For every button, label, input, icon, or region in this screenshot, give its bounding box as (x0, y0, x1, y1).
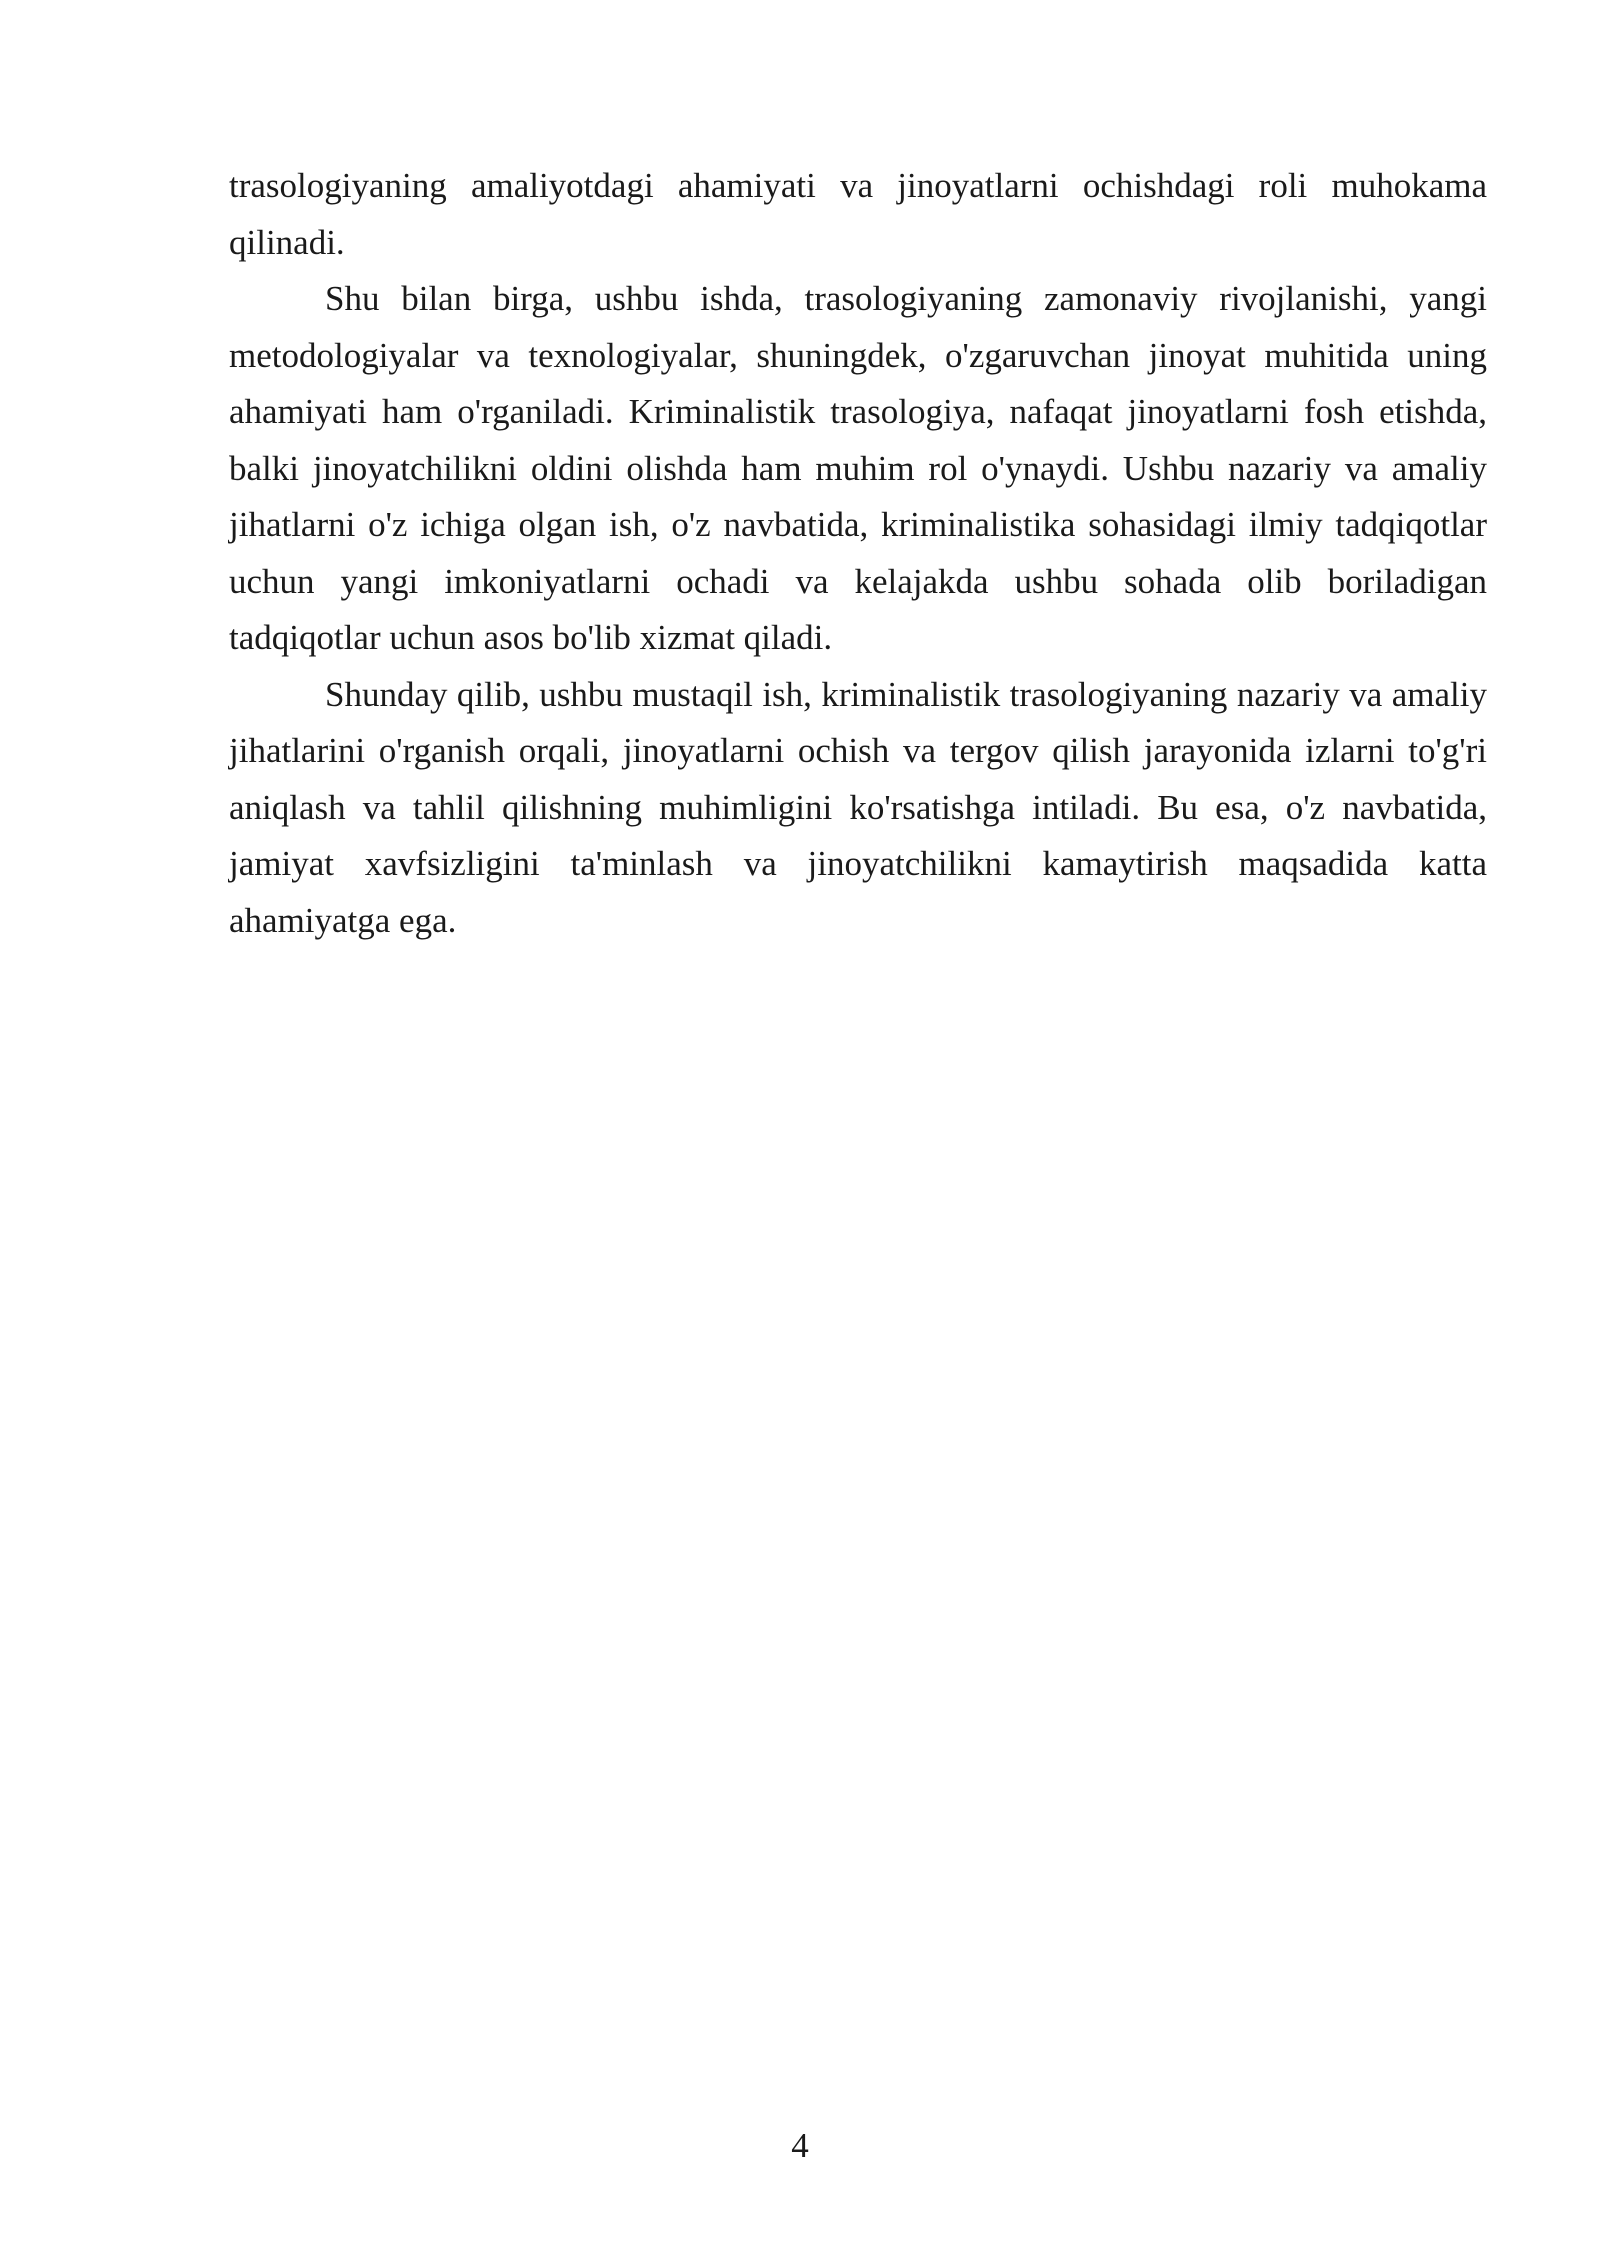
page-number: 4 (791, 2126, 809, 2165)
paragraph-conclusion: Shunday qilib, ushbu mustaqil ish, kriminalistik trasologiyaning nazariy va amaliy jihatlarini o'rganish orqali, jinoyatlarni ochish va tergov qilish jarayonida izlarni to'g'ri aniqlash va tahlil qilishning muhimligini ko'rsatishga intiladi. Bu esa, o'z navbatida, jamiyat xavfsizligini ta'minlash va jinoyatchilikni kamaytirish maqsadida katta ahamiyatga ega. (229, 674, 1487, 940)
paragraph-modern-development: Shu bilan birga, ushbu ishda, trasologiyaning zamonaviy rivojlanishi, yangi metodologiyalar va texnologiyalar, shuningdek, o'zgaruvchan jinoyat muhitida uning ahamiyati ham o'rganiladi. Kriminalistik trasologiya, nafaqat jinoyatlarni fosh etishda, balki jinoyatchilikni oldini olishda ham muhim rol o'ynaydi. Ushbu nazariy va amaliy jihatlarni o'z ichiga olgan ish, o'z navbatida, kriminalistika sohasidagi ilmiy tadqiqotlar uchun yangi imkoniyatlarni ochadi va kelajakda ushbu sohada olib boriladigan tadqiqotlar uchun asos bo'lib xizmat qiladi. (229, 279, 1487, 657)
body-text (229, 158, 1487, 949)
paragraph-continuation: trasologiyaning amaliyotdagi ahamiyati va jinoyatlarni ochishdagi roli muhokama qilinadi. (229, 166, 1487, 262)
